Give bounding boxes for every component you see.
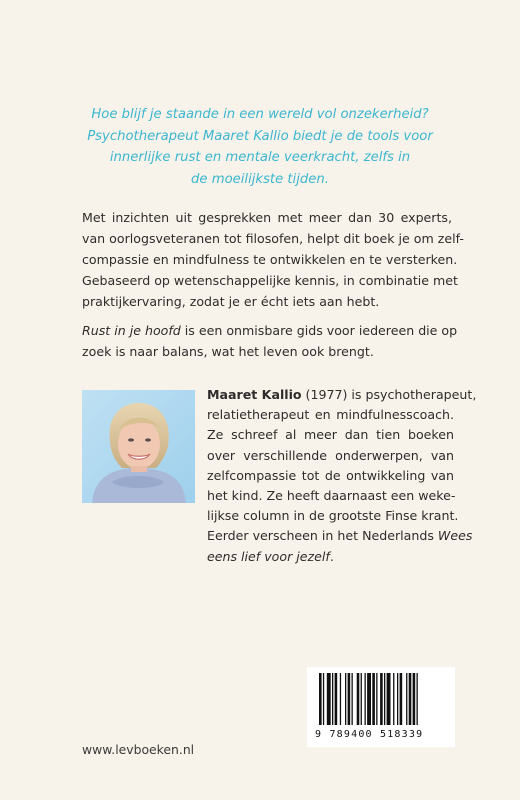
barcode-bar	[372, 673, 375, 725]
barcode-bar	[361, 673, 362, 725]
author-photo	[82, 390, 195, 503]
summary-paragraph	[82, 320, 458, 362]
bio-text: Eerder verscheen in het Nederlands	[207, 528, 438, 544]
barcode	[307, 667, 455, 747]
paragraph-line	[82, 320, 458, 341]
barcode-bar	[376, 673, 377, 725]
barcode-bar	[400, 673, 403, 725]
barcode-bar	[409, 673, 412, 725]
description-paragraph	[82, 207, 464, 312]
barcode-bar	[335, 673, 338, 725]
bio-line: relatietherapeut en mindfulnesscoach.	[207, 407, 454, 423]
book-title: eens lief voor jezelf	[207, 548, 330, 564]
paragraph-line: Met inzichten uit gesprekken met meer dan 30 experts,	[82, 210, 452, 225]
barcode-bar	[393, 673, 394, 725]
bio-line: over verschillende onderwerpen, van	[207, 447, 454, 463]
book-title: Wees	[437, 528, 473, 544]
book-title: Rust in je hoofd	[82, 323, 181, 338]
paragraph-line: Gebaseerd op wetenschappelijke kennis, in combinatie met	[82, 273, 458, 288]
tagline-line: Psychotherapeut Maaret Kallio biedt je de tools voor	[87, 128, 433, 144]
bio-line: het kind. Ze heeft daarnaast een weke-	[207, 488, 456, 504]
bio-line: Ze schreef al meer dan tien boeken	[207, 427, 454, 443]
tagline	[60, 104, 460, 190]
barcode-bar	[413, 673, 416, 725]
barcode-bar	[348, 673, 351, 725]
barcode-bar	[406, 673, 407, 725]
publisher-website[interactable]: www.levboeken.nl	[82, 742, 195, 757]
bio-line	[207, 547, 454, 567]
barcode-bar	[367, 673, 371, 725]
tagline-line: Hoe blijf je staande in een wereld vol onzekerheid?	[91, 107, 429, 122]
isbn-number: 9 789400 518339	[315, 729, 424, 740]
barcode-bar	[323, 673, 324, 725]
paragraph-text: is een onmisbare gids voor iedereen die op	[180, 323, 458, 338]
bio-line	[207, 385, 477, 405]
barcode-bar	[397, 673, 398, 725]
author-bio	[207, 385, 477, 567]
bio-line	[207, 526, 473, 546]
tagline-line: de moeilijkste tijden.	[191, 171, 329, 187]
paragraph-line: praktijkervaring, zodat je er écht iets aan hebt.	[82, 294, 380, 309]
author-name: Maaret Kallio	[207, 387, 302, 402]
barcode-bar	[319, 673, 322, 725]
bio-line: lijkse column in de grootste Finse krant.	[207, 508, 459, 524]
bio-line: zelfcompassie tot de ontwikkeling van	[207, 467, 454, 483]
barcode-bar	[365, 673, 366, 725]
tagline-line: innerlijke rust en mentale veerkracht, zelfs in	[109, 150, 411, 165]
bio-text: .	[329, 548, 334, 564]
paragraph-line: compassie en mindfulness te ontwikkelen en te versterken.	[82, 252, 458, 267]
barcode-bar	[357, 673, 360, 725]
barcode-bar	[345, 673, 346, 725]
barcode-bar	[332, 673, 333, 725]
barcode-bar	[384, 673, 385, 725]
barcode-bar	[387, 673, 391, 725]
bio-text: (1977) is psychotherapeut,	[301, 387, 477, 402]
barcode-bar	[340, 673, 341, 725]
paragraph-line: van oorlogsveteranen tot filosofen, helpt dit boek je om zelf-	[82, 231, 464, 246]
barcode-bar	[417, 673, 418, 725]
barcode-bar	[352, 673, 353, 725]
paragraph-line: zoek is naar balans, wat het leven ook brengt.	[82, 344, 374, 359]
barcode-bar	[327, 673, 331, 725]
barcode-bar	[380, 673, 383, 725]
